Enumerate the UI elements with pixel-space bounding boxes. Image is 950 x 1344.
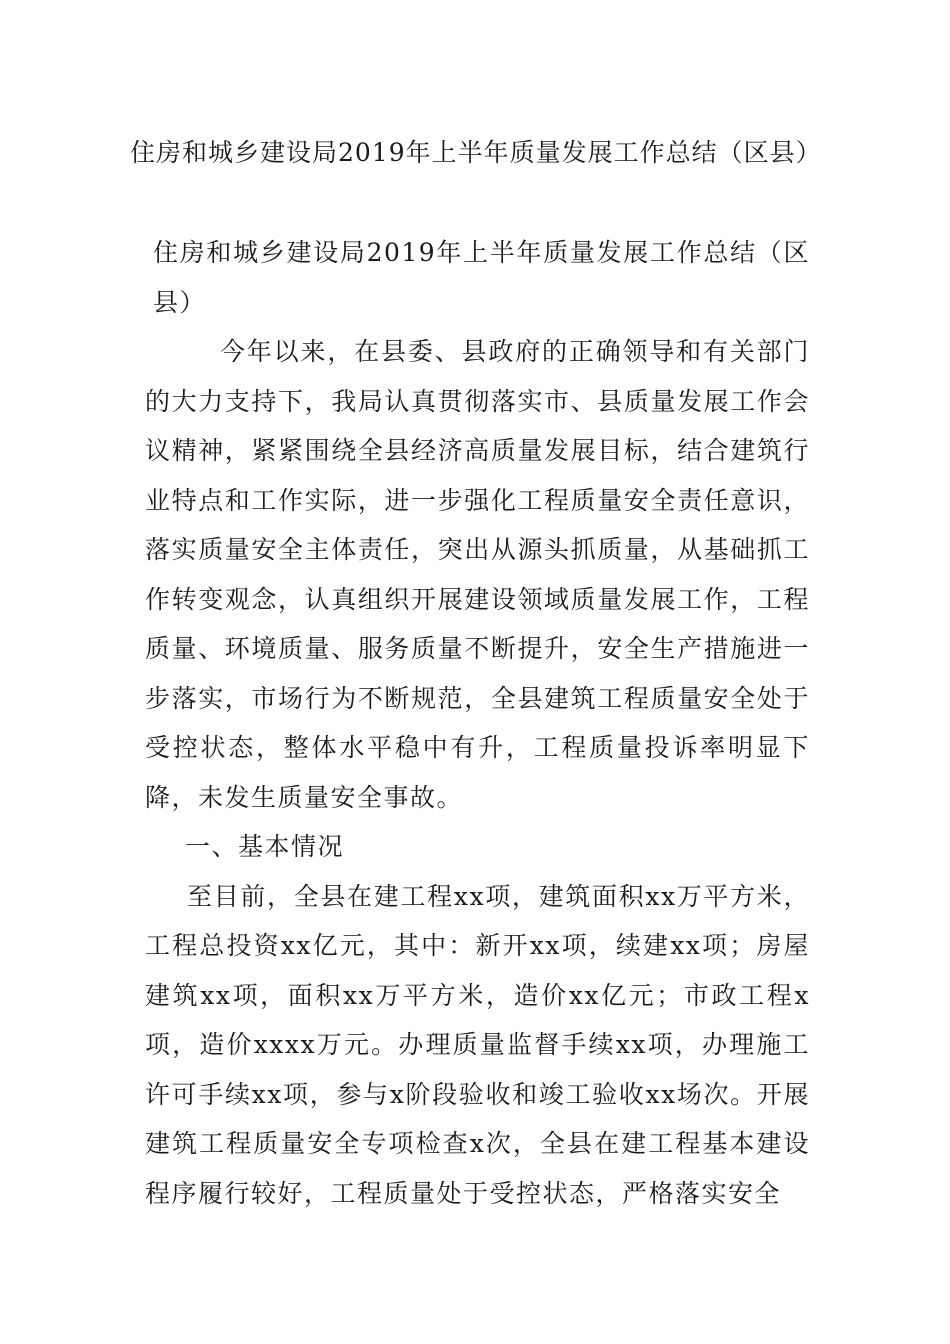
document-subtitle: 住房和城乡建设局2019年上半年质量发展工作总结（区县） [153, 238, 810, 317]
intro-paragraph: 今年以来，在县委、县政府的正确领导和有关部门的大力支持下，我局认真贯彻落实市、县质量发展工作会议精神，紧紧围绕全县经济高质量发展目标，结合建筑行业特点和工作实际，进一步强化工程质量安全责任意识，落实质量安全主体责任，突出从源头抓质量，从基础抓工作转变观念，认真组织开展建设领域质量发展工作，工程质量、环境质量、服务质量不断提升，安全生产措施进一步落实，市场行为不断规范，全县建筑工程质量安全处于受控状态，整体水平稳中有升，工程质量投诉率明显下降，未发生质量安全事故。 [145, 337, 810, 812]
document-body [145, 228, 810, 1218]
section-paragraph-basic-situation: 至目前，全县在建工程xx项，建筑面积xx万平方米，工程总投资xx亿元，其中：新开xx项，续建xx项；房屋建筑xx项，面积xx万平方米，造价xx亿元；市政工程x项，造价xxxx万元。办理质量监督手续xx项，办理施工许可手续xx项，参与x阶段验收和竣工验收xx场次。开展建筑工程质量安全专项检查x次，全县在建工程基本建设程序履行较好，工程质量处于受控状态，严格落实安全 [145, 881, 810, 1208]
section-heading-basic-situation: 一、基本情况 [185, 832, 345, 861]
document-title: 住房和城乡建设局2019年上半年质量发展工作总结（区县） [130, 138, 822, 167]
